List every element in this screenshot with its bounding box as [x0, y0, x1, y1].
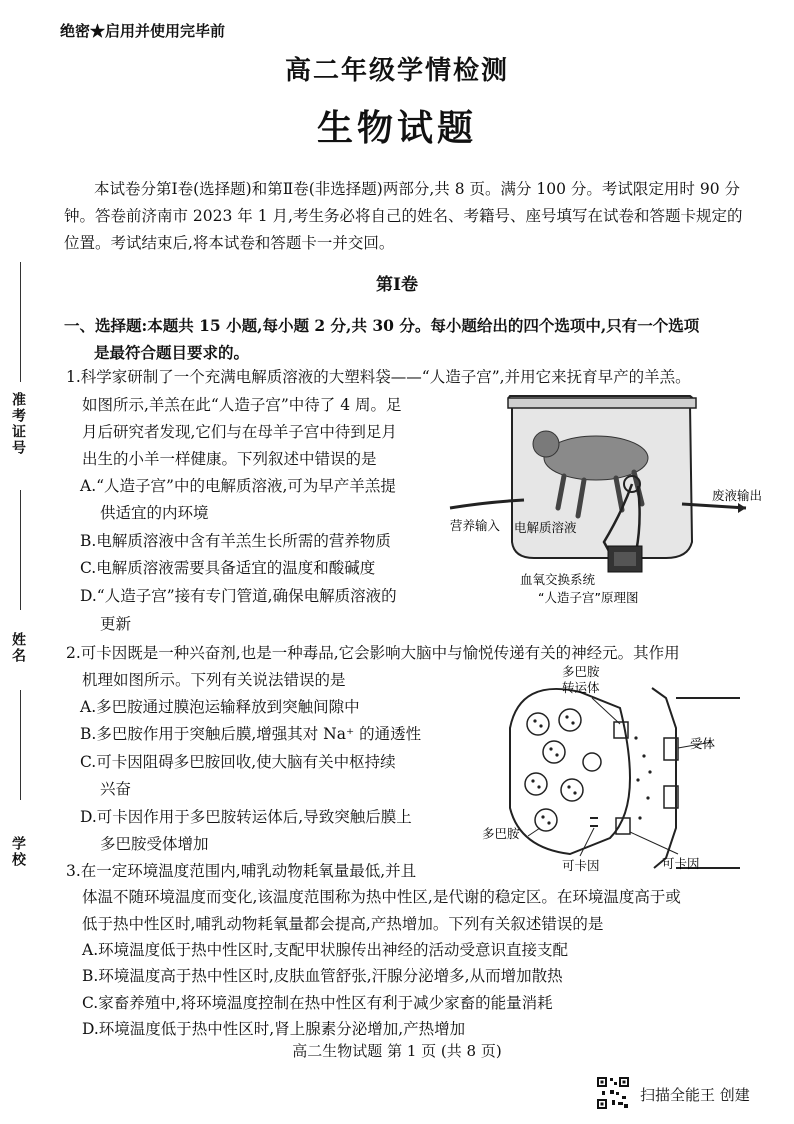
margin-school-label: 学校	[10, 836, 26, 868]
qr-code-icon	[596, 1076, 630, 1110]
q3-option-d: D.环境温度低于热中性区时,肾上腺素分泌增加,产热增加	[82, 1020, 466, 1038]
q3-stem-2: 体温不随环境温度而变化,该温度范围称为热中性区,是代谢的稳定区。在环境温度高于或	[82, 888, 681, 906]
q3-option-c: C.家畜养殖中,将环境温度控制在热中性区有利于减少家畜的能量消耗	[82, 994, 553, 1012]
dopamine-label: 多巴胺	[482, 826, 520, 841]
waste-output-label: 废液输出	[712, 488, 763, 503]
artificial-womb-figure	[446, 392, 763, 605]
q1-stem-2: 如图所示,羊羔在此“人造子宫”中待了 4 周。足	[82, 396, 402, 414]
q2-option-a: A.多巴胺通过膜泡运输释放到突触间隙中	[80, 698, 360, 716]
q3-stem-3: 低于热中性区时,哺乳动物耗氧量都会提高,产热增加。下列有关叙述错误的是	[82, 915, 604, 933]
transporter-label-2: 转运体	[562, 680, 600, 695]
q1-option-a: A.“人造子宫”中的电解质溶液,可为早产羊羔提	[80, 477, 396, 495]
q1-option-a-cont: 供适宜的内环境	[100, 504, 209, 522]
scanner-watermark: 扫描全能王 创建	[640, 1086, 750, 1104]
transporter-label-1: 多巴胺	[562, 664, 600, 679]
q1-option-d-cont: 更新	[100, 615, 132, 633]
nutrient-input-label: 营养输入	[450, 518, 501, 533]
confidential-mark: 绝密★启用并使用完毕前	[60, 22, 226, 40]
q2-option-d-cont: 多巴胺受体增加	[100, 835, 209, 853]
section-instructions	[64, 312, 754, 366]
page-footer: 高二生物试题 第 1 页 (共 8 页)	[292, 1042, 502, 1060]
volume-heading: 第Ⅰ卷	[376, 275, 418, 295]
exam-instructions: 本试卷分第Ⅰ卷(选择题)和第Ⅱ卷(非选择题)两部分,共 8 页。满分 100 分。考试限定用时 90 分钟。答卷前济南市 2023 年 1 月,考生务必将自己的姓名、考籍号、座号填写在试卷和答题卡规定的位置。考试结束后,将本试卷和答题卡一并交回。	[64, 180, 743, 252]
cocaine-label-1: 可卡因	[562, 858, 600, 873]
blood-oxygen-label: 血氧交换系统	[520, 572, 596, 587]
q1-stem-4: 出生的小羊一样健康。下列叙述中错误的是	[82, 450, 377, 468]
q3-option-a: A.环境温度低于热中性区时,支配甲状腺传出神经的活动受意识直接支配	[82, 941, 569, 959]
electrolyte-solution-label: 电解质溶液	[514, 520, 577, 535]
q2-stem-1: 2.可卡因既是一种兴奋剂,也是一种毒品,它会影响大脑中与愉悦传递有关的神经元。其作用	[66, 644, 680, 662]
margin-exam-number-label: 准考证号	[10, 392, 26, 456]
margin-rule-2	[20, 490, 21, 610]
q1-stem-1: 1.科学家研制了一个充满电解质溶液的大塑料袋——“人造子宫”,并用它来抚育早产的羊羔。	[66, 368, 691, 386]
margin-rule-1	[20, 262, 21, 382]
margin-rule-3	[20, 690, 21, 800]
q2-option-b: B.多巴胺作用于突触后膜,增强其对 Na⁺ 的通透性	[80, 725, 422, 743]
q3-option-b: B.环境温度高于热中性区时,皮肤血管舒张,汗腺分泌增多,从而增加散热	[82, 967, 563, 985]
margin-name-label: 姓名	[10, 632, 26, 664]
q2-option-d: D.可卡因作用于多巴胺转运体后,导致突触后膜上	[80, 808, 412, 826]
q1-option-d: D.“人造子宫”接有专门管道,确保电解质溶液的	[80, 587, 397, 605]
section-line-1: 一、选择题:本题共 15 小题,每小题 2 分,共 30 分。每小题给出的四个选项中,只有一个选项	[64, 316, 700, 335]
q1-option-b: B.电解质溶液中含有羊羔生长所需的营养物质	[80, 532, 391, 550]
section-line-2: 是最符合题目要求的。	[94, 343, 250, 362]
subject-title: 生物试题	[316, 107, 477, 149]
q2-option-c: C.可卡因阻碍多巴胺回收,使大脑有关中枢持续	[80, 753, 396, 771]
cocaine-label-2: 可卡因	[662, 856, 700, 871]
synapse-figure	[480, 664, 744, 874]
q2-stem-2: 机理如图所示。下列有关说法错误的是	[82, 671, 346, 689]
figure-caption: “人造子宫”原理图	[538, 590, 639, 605]
q1-option-c: C.电解质溶液需要具备适宜的温度和酸碱度	[80, 559, 376, 577]
q3-stem-1: 3.在一定环境温度范围内,哺乳动物耗氧量最低,并且	[66, 862, 417, 880]
receptor-label: 受体	[690, 736, 716, 751]
q1-stem-3: 月后研究者发现,它们与在母羊子宫中待到足月	[82, 423, 397, 441]
exam-title: 高二年级学情检测	[284, 56, 509, 86]
q2-option-c-cont: 兴奋	[100, 780, 132, 798]
